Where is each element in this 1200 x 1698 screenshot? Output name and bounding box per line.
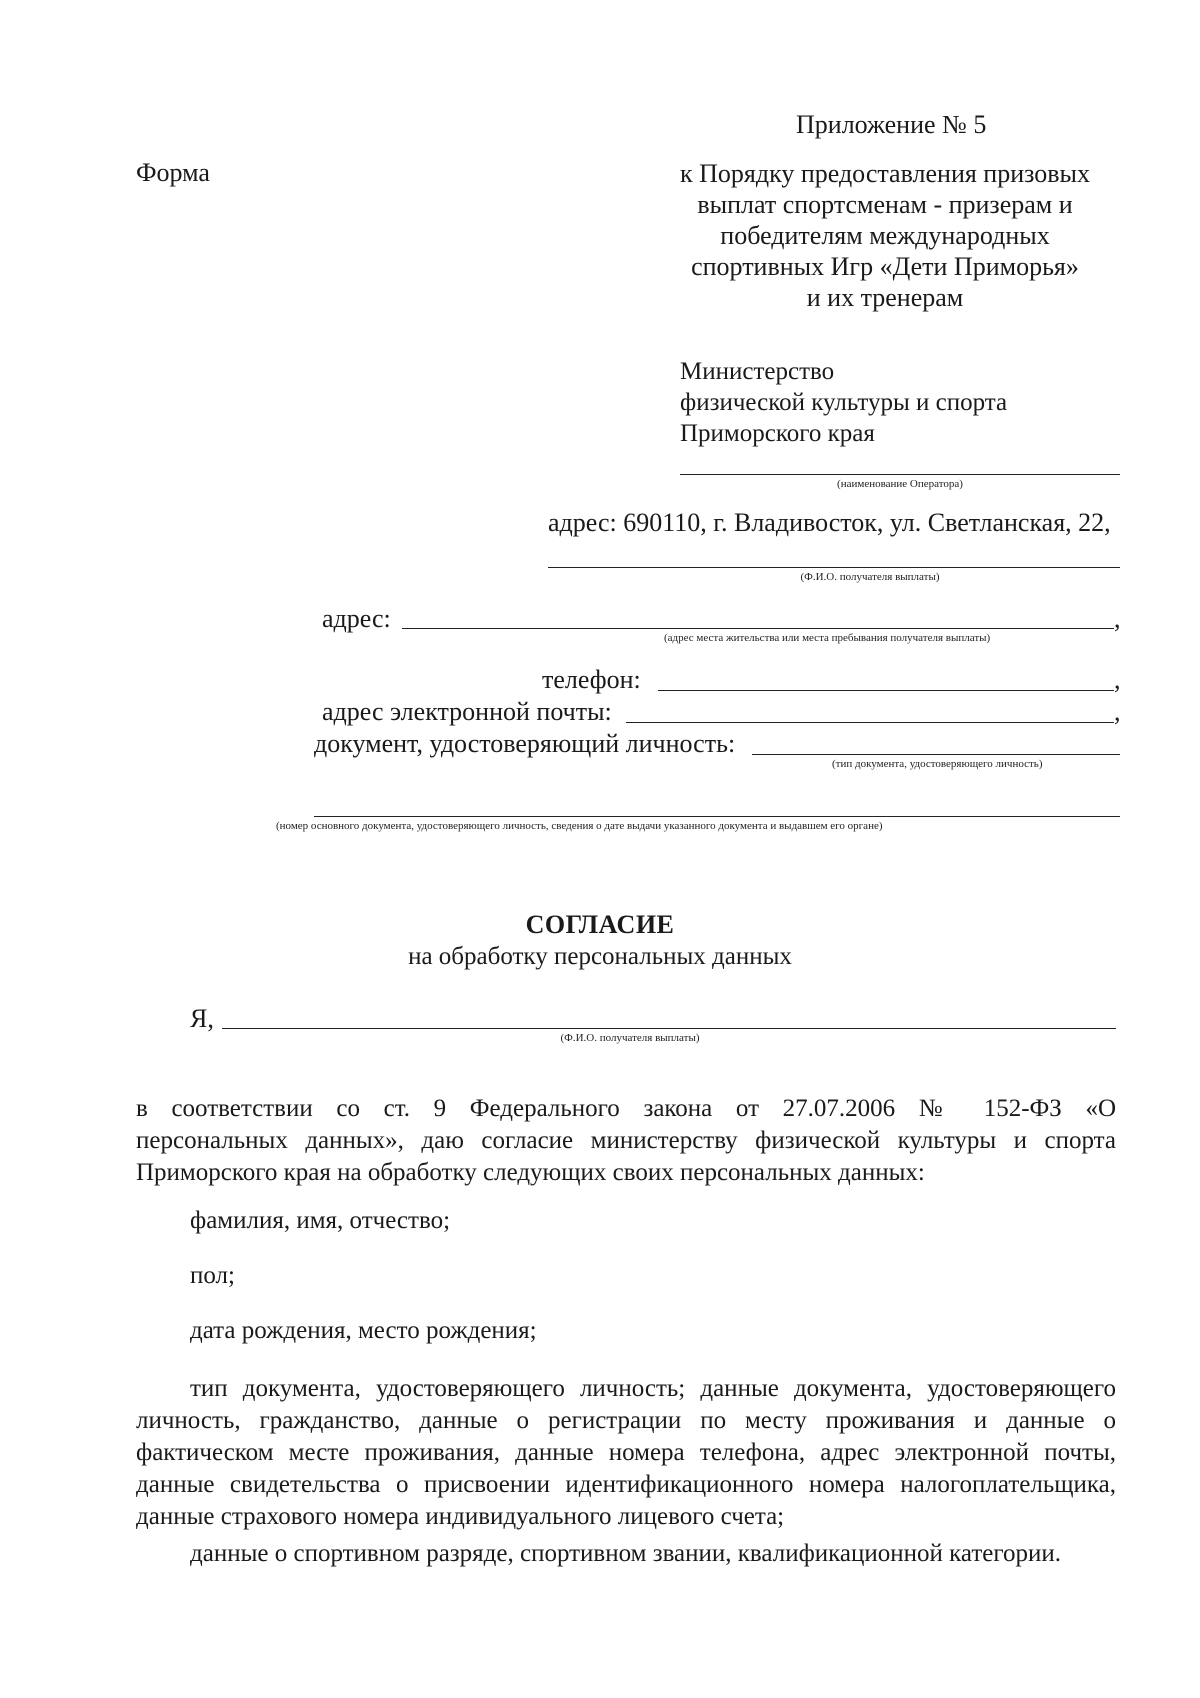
consent-subtitle: на обработку персональных данных bbox=[408, 943, 792, 970]
email-label: адрес электронной почты: bbox=[322, 697, 612, 726]
operator-name-caption: (наименование Оператора) bbox=[837, 478, 963, 490]
form-label: Форма bbox=[136, 158, 210, 187]
paragraph-line: тип документа, удостоверяющего личность; данные документа, удостоверяющего bbox=[190, 1375, 1116, 1402]
recipient-address-caption: (адрес места жительства или места пребывания получателя выплаты) bbox=[664, 632, 991, 644]
item-sport-rank: данные о спортивном разряде, спортивном звании, квалификационной категории. bbox=[190, 1540, 1062, 1567]
recipient-fio-field[interactable] bbox=[548, 567, 1120, 568]
paragraph-line: Приморского края на обработку следующих своих персональных данных: bbox=[136, 1159, 925, 1186]
operator-name-line: Приморского края bbox=[680, 420, 875, 447]
id-doc-details-field[interactable] bbox=[314, 816, 1120, 817]
phone-field[interactable] bbox=[658, 690, 1114, 691]
recipient-fio-caption: (Ф.И.О. получателя выплаты) bbox=[800, 571, 940, 583]
procedure-line: спортивных Игр «Дети Приморья» bbox=[691, 252, 1079, 281]
recipient-address-field[interactable] bbox=[402, 628, 1114, 629]
paragraph-line: личность, гражданство, данные о регистрации по месту проживания и данные о bbox=[136, 1407, 1116, 1434]
procedure-line: и их тренерам bbox=[806, 283, 964, 312]
paragraph-line: данные страхового номера индивидуального лицевого счета; bbox=[136, 1503, 785, 1530]
operator-name-underline bbox=[680, 474, 1120, 475]
item-sex: пол; bbox=[190, 1262, 235, 1289]
id-doc-label: документ, удостоверяющий личность: bbox=[314, 729, 736, 758]
operator-name-line: физической культуры и спорта bbox=[680, 389, 1008, 416]
recipient-address-label: адрес: bbox=[322, 604, 391, 633]
operator-name-line: Министерство bbox=[680, 358, 835, 385]
address-comma: , bbox=[1114, 604, 1121, 633]
item-documents-paragraph bbox=[136, 1373, 1116, 1533]
email-field[interactable] bbox=[626, 722, 1114, 723]
paragraph-line: данные свидетельства о присвоении идентификационного номера налогоплательщика, bbox=[136, 1471, 1116, 1498]
appendix-number: Приложение № 5 bbox=[796, 110, 987, 139]
paragraph-line: персональных данных», даю согласие министерству физической культуры и спорта bbox=[136, 1127, 1116, 1154]
procedure-line: победителям международных bbox=[720, 221, 1050, 250]
paragraph-line: фактическом месте проживания, данные номера телефона, адрес электронной почты, bbox=[136, 1439, 1116, 1466]
consent-fio-field[interactable] bbox=[222, 1028, 1116, 1029]
phone-label: телефон: bbox=[542, 665, 641, 694]
id-doc-details-caption: (номер основного документа, удостоверяющего личность, сведения о дате выдачи указанного документа и выдавшем его органе) bbox=[276, 820, 883, 832]
item-birth: дата рождения, место рождения; bbox=[190, 1317, 537, 1344]
operator-name bbox=[680, 356, 1120, 449]
consent-fio-caption: (Ф.И.О. получателя выплаты) bbox=[560, 1032, 700, 1044]
procedure-line: выплат спортсменам - призерам и bbox=[697, 190, 1073, 219]
email-comma: , bbox=[1114, 697, 1121, 726]
operator-address: адрес: 690110, г. Владивосток, ул. Светланская, 22, bbox=[548, 508, 1111, 537]
procedure-reference bbox=[650, 158, 1120, 313]
id-doc-type-field[interactable] bbox=[752, 754, 1120, 755]
consent-i-label: Я, bbox=[190, 1004, 214, 1033]
paragraph-line: в соответствии со ст. 9 Федерального закона от 27.07.2006 № 152-ФЗ «О bbox=[136, 1095, 1116, 1122]
consent-intro-paragraph bbox=[136, 1093, 1116, 1189]
phone-comma: , bbox=[1114, 665, 1121, 694]
procedure-line: к Порядку предоставления призовых bbox=[679, 159, 1091, 188]
consent-title: СОГЛАСИЕ bbox=[525, 910, 675, 939]
id-doc-caption: (тип документа, удостоверяющего личность) bbox=[832, 758, 1043, 770]
item-full-name: фамилия, имя, отчество; bbox=[190, 1207, 451, 1234]
